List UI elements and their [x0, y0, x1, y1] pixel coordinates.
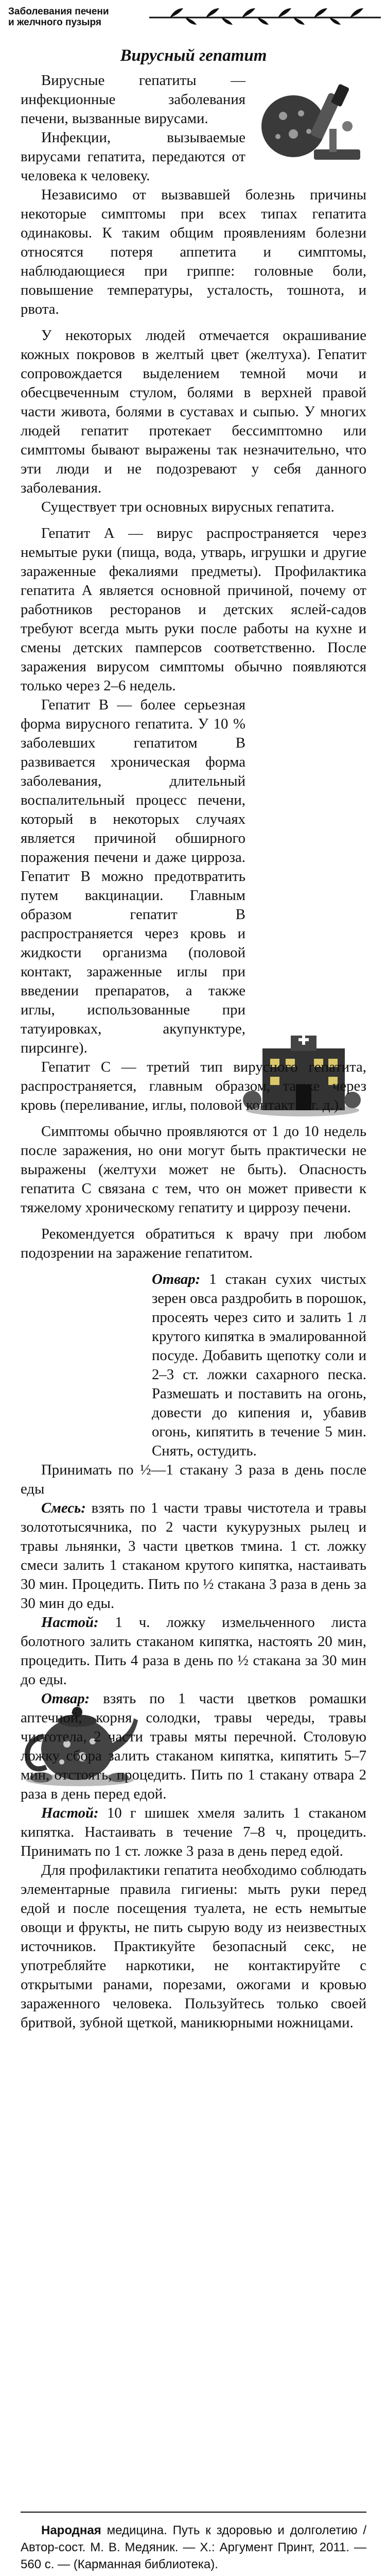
remedy-term: Смесь:	[41, 1500, 86, 1516]
article-paragraph: Гепатит С — третий тип вирусного гепатита, распространяется, главным образом, также через кровь (переливание, иглы, половой контакт и т. д.).	[21, 1059, 366, 1113]
article-paragraph: Вирусные гепатиты — инфекционные заболевания печени, вызванные вирусами.	[21, 72, 245, 127]
article-paragraph: У некоторых людей отмечается окрашивание кожных покровов в желтый цвет (желтуха). Гепатит сопровождается выделением темной мочи и обесцвеченным стулом, болями в верхней правой части живота, болями в суставах и сыпью. У многих людей гепатит протекает бессимптомно или симптомы бывают выражены так незначительно, что эти люди и не подозревают у себя данного заболевания.	[21, 327, 366, 496]
article-paragraph: Гепатит В — более серьезная форма вирусного гепатита. У 10 % заболевших гепатитом В развивается хроническая форма заболевания, длительный воспалительный процесс печени, который в некоторых случаях является причиной обширного поражения печени и даже цирроза. Гепатит В можно предотвратить путем вакцинации. Главным образом гепатит В распространяется через кровь и жидкости организма (половой контакт, зараженные иглы при введении препаратов, а также иглы, использованные при татуировках, акупунктуре, пирсинге).	[21, 697, 245, 1056]
citation-text	[21, 2522, 366, 2573]
remedy-term: Настой:	[41, 1614, 99, 1631]
footer-divider	[21, 2512, 366, 2513]
remedy-paragraph	[21, 1613, 366, 1689]
remedy-text: взять по 1 части цветков ромашки аптечной, корня солодки, травы череды, травы чистотела, 2 части травы мяты перечной. Столовую ложку сбора залить стаканом кипятка, кипятить 5–7 мин, отстоять, процедить. Пить по 1 стакану отвара 2 раза в день перед едой.	[21, 1690, 366, 1802]
remedy-paragraph	[21, 1689, 366, 1804]
article-title: Вирусный гепатит	[120, 46, 267, 65]
article-body	[21, 71, 366, 2032]
article-paragraph: Симптомы обычно проявляются от 1 до 10 недель после заражения, но они могут быть практически не выражены (желтухи может не быть). Опасность гепатита С связана с тем, что он может привести к тяжелому хроническому гепатиту и циррозу печени.	[21, 1123, 366, 1216]
remedy-text: Для профилактики гепатита необходимо соблюдать элементарные правила гигиены: мыть руки перед едой и после посещения туалета, не есть немытые овощи и фрукты, не пить сырую воду из неизвестных источников. Практикуйте безопасный секс, не употребляйте наркотики, не контактируйте с открытыми ранами, порезами, ожогами и кровью зараженного человека. Пользуйтесь только своей бритвой, зубной щеткой, маникюрными ножницами.	[21, 1862, 366, 2031]
remedy-term: Настой:	[41, 1805, 99, 1821]
remedy-text: 10 г шишек хмеля залить 1 стаканом кипятка. Настаивать в течение 7–8 ч, процедить. Принимать по 1 ст. ложке 3 раза в день перед едой.	[21, 1805, 366, 1859]
citation-title: Народная	[41, 2523, 101, 2537]
section-label: Заболевания печени и желчного пузыря	[8, 6, 109, 28]
remedy-paragraph	[152, 1270, 366, 1461]
article-paragraph: Рекомендуется обратиться к врачу при любом подозрении на заражение гепатитом.	[21, 1226, 366, 1261]
article-paragraph: Существует три основных вирусных гепатита.	[41, 499, 335, 515]
remedy-paragraph	[21, 1804, 366, 1861]
source-citation	[21, 2512, 366, 2573]
article-paragraph: Инфекции, вызываемые вирусами гепатита, передаются от человека к человеку.	[21, 129, 245, 184]
remedy-term: Отвар:	[152, 1271, 201, 1287]
page-header	[5, 3, 382, 34]
article-paragraph: Гепатит А — вирус распространяется через немытые руки (пища, вода, утварь, игрушки и другие зараженные фекалиями предметы). Профилактика гепатита А является основной причиной, почему от работников ресторанов и детских яслей-садов требуют всегда мыть руки после работы на кухне и смены детских памперсов соответственно. После заражения вирусом симптомы обычно появляются только через 2–6 недель.	[21, 525, 366, 694]
citation-details: медицина. Путь к здоровью и долголетию / Автор-сост. М. В. Медяник. — Х.: Аргумент Принт, 2011. — 560 с. — (Карманная библиотека).	[21, 2523, 366, 2571]
remedy-paragraph	[21, 1461, 366, 1499]
remedy-paragraph	[21, 1499, 366, 1613]
article-paragraph: Независимо от вызвавшей болезнь причины некоторые симптомы при всех типах гепатита одинаковы. К таким общим проявлениям болезни относятся потеря аппетита и симптомы, наблюдающиеся при гриппе: головные боли, повышение температуры, усталость, тошнота, и рвота.	[21, 187, 366, 317]
remedy-text: Принимать по ½—1 стакану 3 раза в день после еды	[21, 1462, 366, 1497]
remedy-text: 1 ч. ложку измельченного листа болотного залить стаканом кипятка, настоять 20 мин, процедить. Пить 4 раза в день по ½ стакана за 30 мин до еды.	[21, 1614, 366, 1688]
decorative-branch-ornament	[149, 6, 381, 27]
remedy-text: взять по 1 части травы чистотела и травы золототысячника, по 2 части кукурузных рылец и травы льнянки, 3 части цветков тмина. 1 ст. ложку смеси залить 1 стаканом крутого кипятка, настаивать 30 мин. Процедить. Пить по ½ стакана 3 раза в день за 30 мин до еды.	[21, 1500, 366, 1612]
remedy-term: Отвар:	[41, 1690, 90, 1707]
remedy-text: 1 стакан сухих чистых зерен овса раздробить в порошок, просеять через сито и залить 1 л крутого кипятка в эмалированной посуде. Добавить щепотку соли и 2–3 ст. ложки сахарного песка. Размешать и поставить на огонь, довести до кипения и, убавив огонь, кипятить в течение 5 мин. Снять, остудить.	[152, 1271, 366, 1459]
remedy-paragraph	[21, 1861, 366, 2032]
